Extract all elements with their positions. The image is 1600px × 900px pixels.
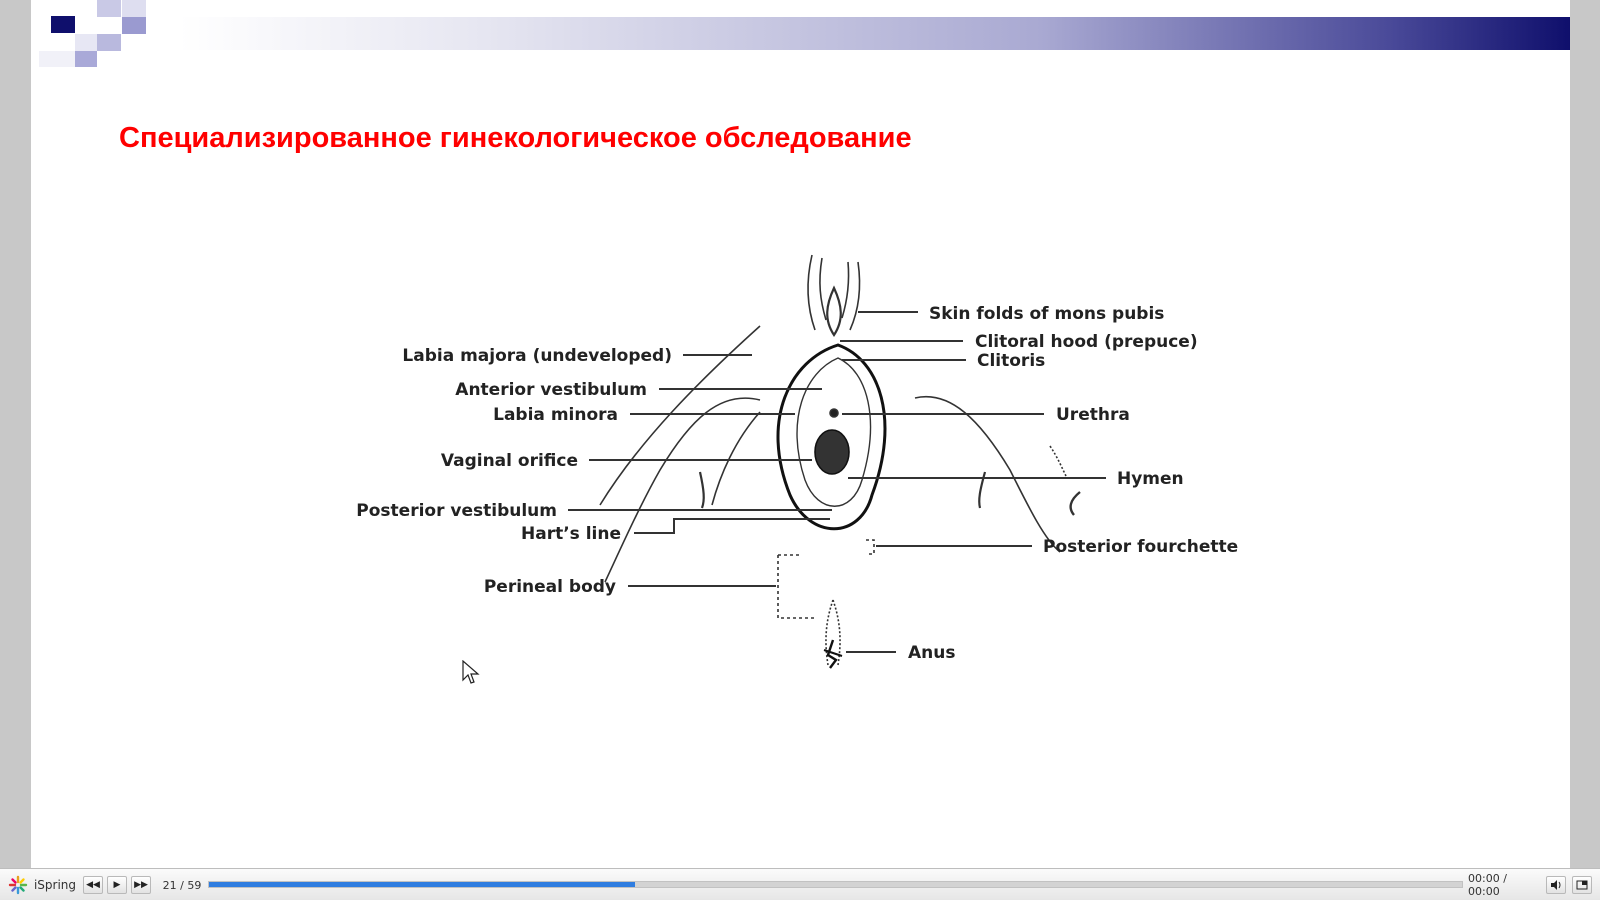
fast-forward-icon: ▶▶	[134, 880, 148, 890]
label-clitoris: Clitoris	[977, 351, 1046, 371]
slide-title: Специализированное гинекологическое обследование	[119, 122, 912, 154]
player-brand-label: iSpring	[33, 878, 77, 892]
ispring-logo-icon	[6, 869, 30, 900]
volume-icon	[1550, 880, 1562, 890]
player-toolbar	[0, 868, 1600, 900]
rewind-icon: ◀◀	[86, 880, 100, 890]
label-posterior-fourchette: Posterior fourchette	[1043, 537, 1239, 557]
previous-slide-button[interactable]	[83, 876, 103, 894]
volume-button[interactable]	[1546, 876, 1566, 894]
fullscreen-icon	[1576, 880, 1588, 890]
label-labia-majora: Labia majora (undeveloped)	[402, 346, 672, 366]
mouse-cursor-icon	[462, 660, 480, 686]
progress-bar[interactable]	[208, 881, 1463, 888]
next-slide-button[interactable]	[131, 876, 151, 894]
label-posterior-vestibulum: Posterior vestibulum	[356, 501, 557, 521]
play-button[interactable]	[107, 876, 127, 894]
label-harts-line: Hart’s line	[521, 524, 621, 544]
label-labia-minora: Labia minora	[493, 405, 618, 425]
progress-bar-fill	[209, 882, 635, 887]
label-urethra: Urethra	[1056, 405, 1130, 425]
label-anterior-vestibulum: Anterior vestibulum	[455, 380, 647, 400]
slide-counter: 21 / 59	[162, 878, 202, 892]
label-perineal-body: Perineal body	[483, 577, 616, 597]
diagram-labels-left	[356, 346, 672, 597]
fullscreen-button[interactable]	[1572, 876, 1592, 894]
label-vaginal-orifice: Vaginal orifice	[440, 451, 578, 471]
label-anus: Anus	[908, 643, 956, 663]
diagram-labels-right	[908, 304, 1238, 663]
time-display: 00:00 / 00:00	[1468, 872, 1507, 898]
label-skin-folds-mons-pubis: Skin folds of mons pubis	[929, 304, 1165, 324]
label-clitoral-hood: Clitoral hood (prepuce)	[975, 332, 1198, 352]
label-hymen: Hymen	[1117, 469, 1184, 489]
play-icon: ▶	[113, 880, 121, 890]
